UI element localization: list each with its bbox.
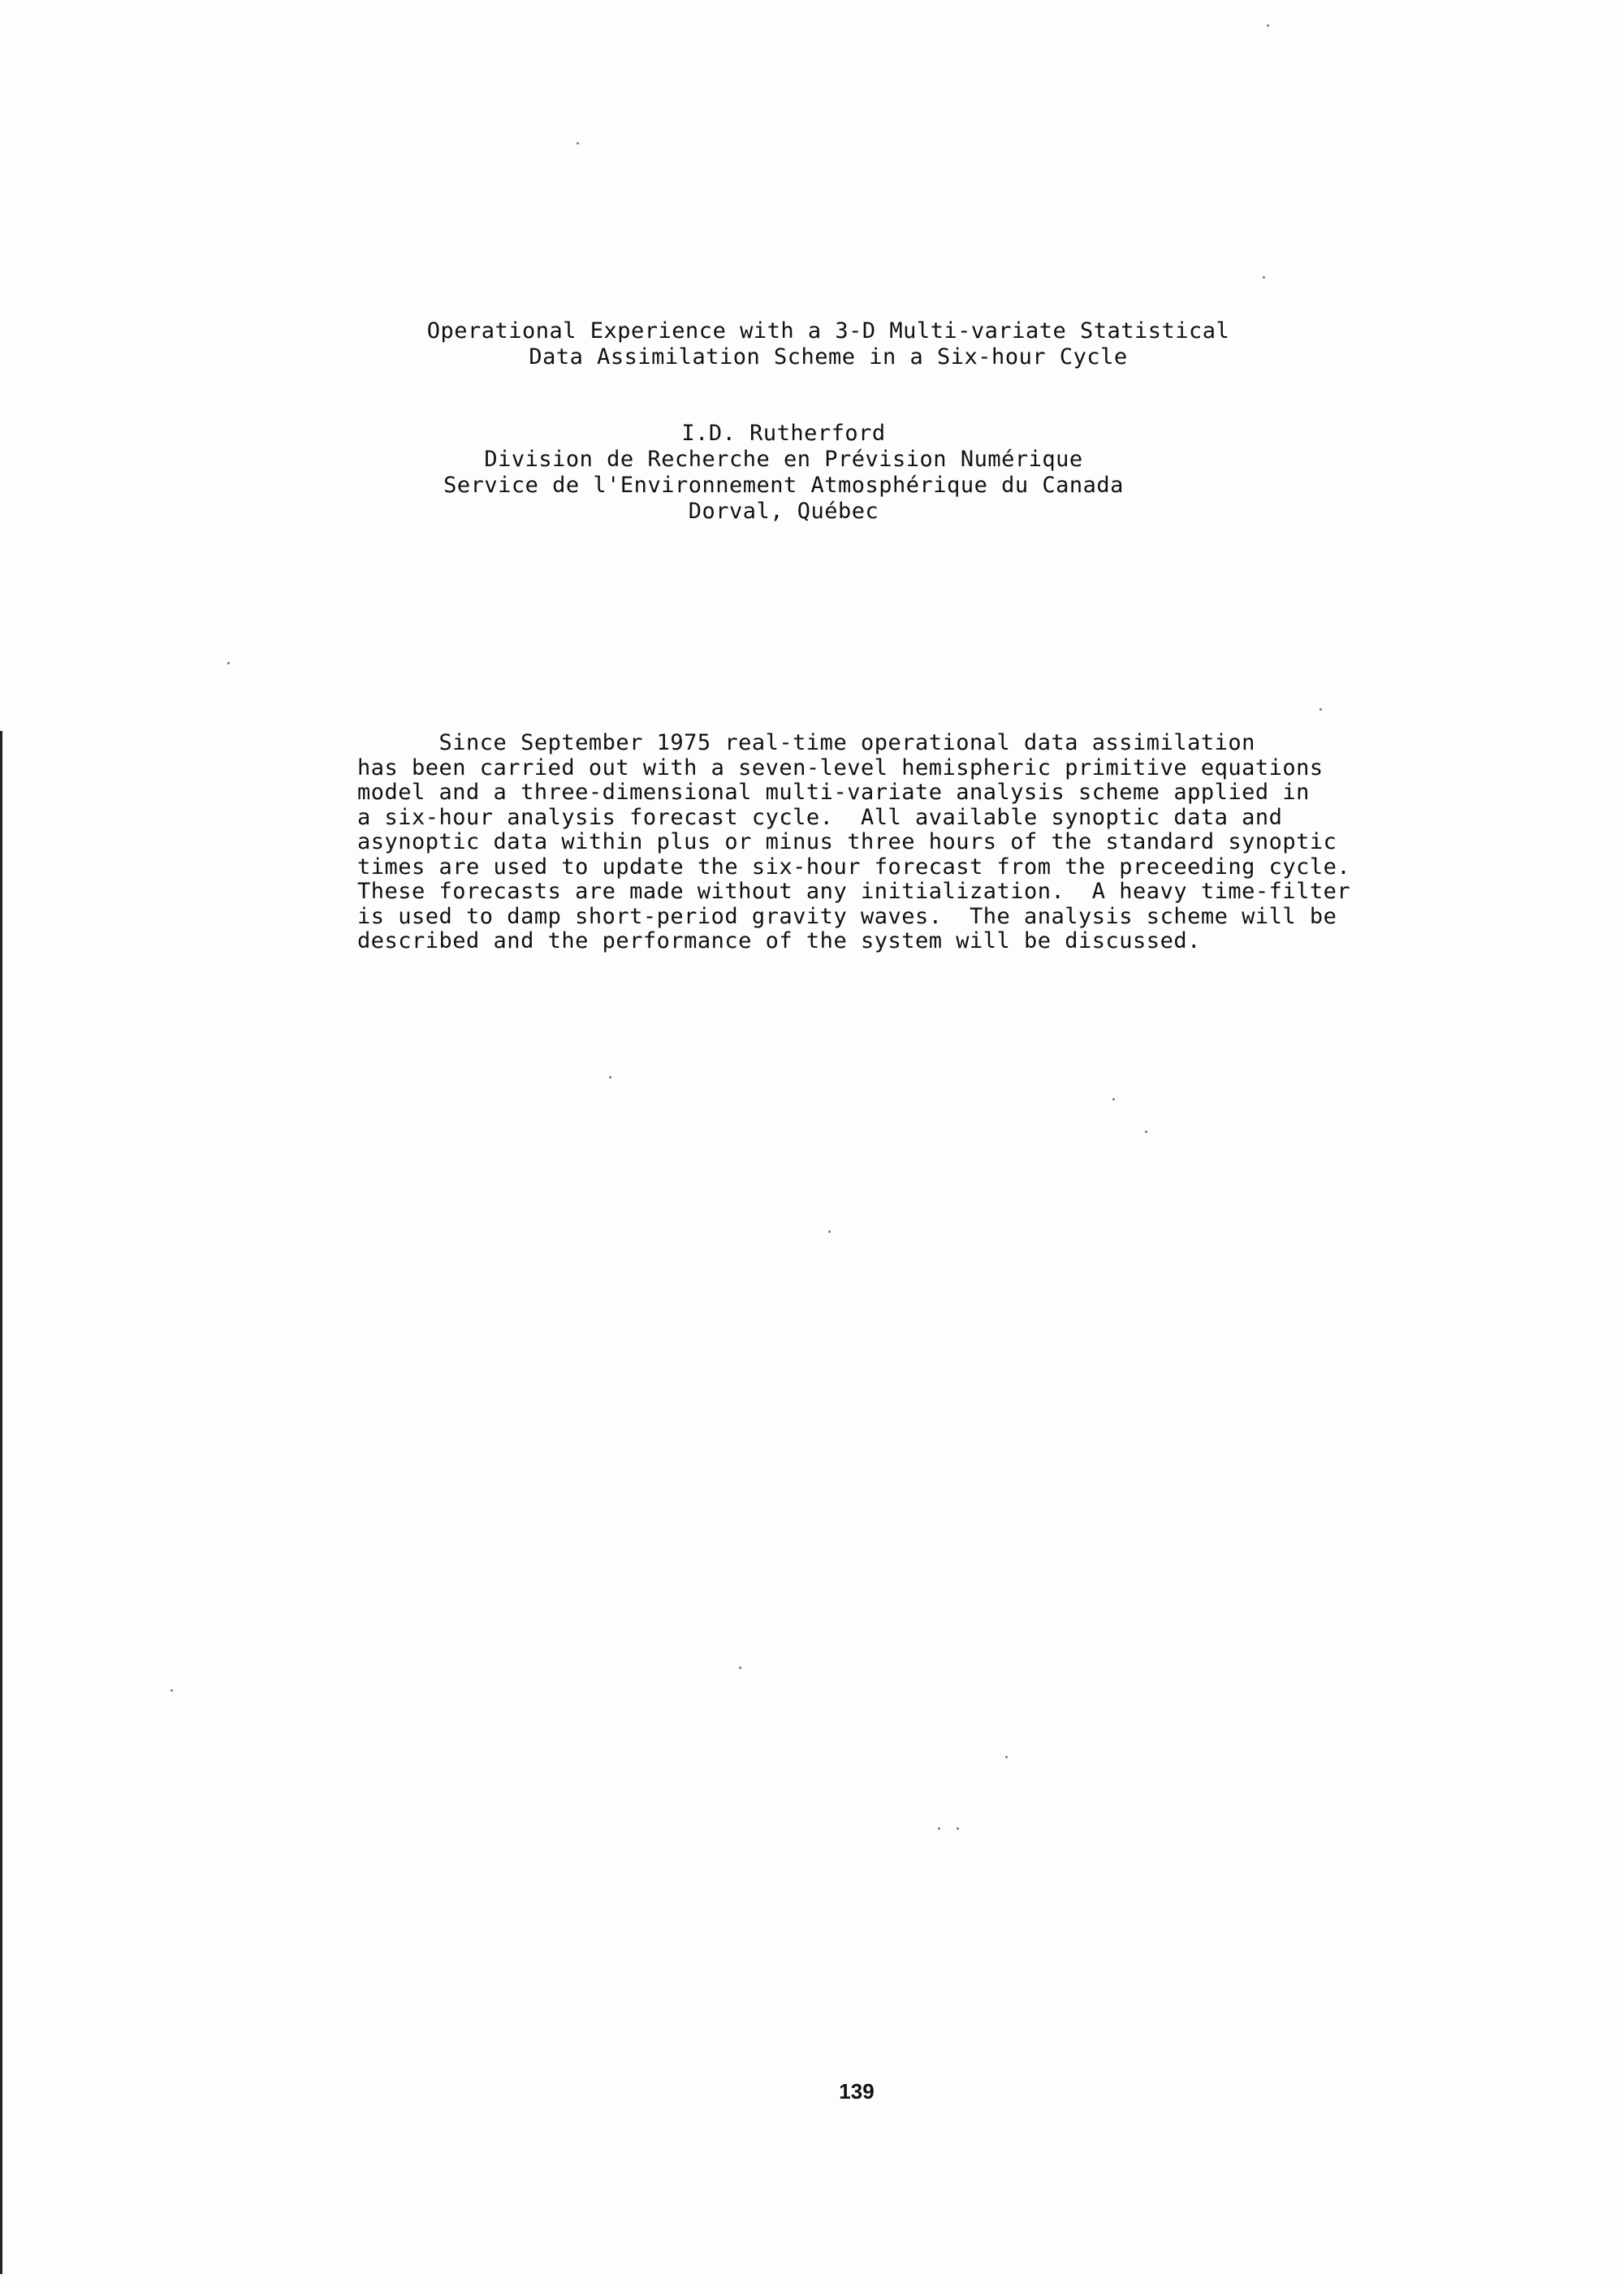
page-number: 139 — [839, 2079, 875, 2104]
scan-speck — [938, 1827, 940, 1830]
author-location: Dorval, Québec — [688, 499, 879, 524]
scan-speck — [828, 1230, 831, 1233]
scan-speck — [1005, 1756, 1008, 1758]
author-affiliation-2: Service de l'Environnement Atmosphérique du Canada — [443, 473, 1124, 498]
author-affiliation-1: Division de Recherche en Prévision Numérique — [484, 447, 1083, 472]
scan-speck — [1263, 276, 1265, 279]
author-block — [0, 421, 1567, 525]
scan-speck — [1320, 708, 1322, 711]
scan-speck — [1145, 1131, 1147, 1133]
abstract-line: times are used to update the six-hour forecast from the preceeding cycle. — [357, 854, 1351, 880]
abstract-line: model and a three-dimensional multi-variate analysis scheme applied in — [357, 780, 1310, 805]
scan-speck — [1112, 1098, 1115, 1100]
abstract — [357, 730, 1351, 954]
scan-speck — [171, 1689, 173, 1692]
abstract-line: Since September 1975 real-time operational data assimilation — [357, 730, 1255, 755]
scan-speck — [609, 1076, 611, 1079]
title-line-2: Data Assimilation Scheme in a Six-hour Cycle — [529, 344, 1128, 370]
title-line-1: Operational Experience with a 3-D Multi-variate Statistical — [426, 318, 1230, 344]
scan-speck — [739, 1667, 741, 1669]
abstract-line: described and the performance of the system will be discussed. — [357, 928, 1201, 953]
scan-speck — [957, 1827, 959, 1830]
abstract-line: These forecasts are made without any initialization. A heavy time-filter — [357, 879, 1351, 904]
abstract-line: asynoptic data within plus or minus three hours of the standard synoptic — [357, 829, 1337, 854]
author-name: I.D. Rutherford — [681, 421, 886, 446]
scan-speck — [1267, 24, 1269, 27]
scan-edge — [0, 731, 2, 2274]
scan-speck — [227, 662, 230, 664]
abstract-line: a six-hour analysis forecast cycle. All available synoptic data and — [357, 804, 1283, 830]
abstract-line: has been carried out with a seven-level hemispheric primitive equations — [357, 755, 1324, 780]
paper-title — [16, 318, 1624, 370]
scan-speck — [577, 142, 579, 145]
abstract-line: is used to damp short-period gravity waves. The analysis scheme will be — [357, 903, 1337, 929]
